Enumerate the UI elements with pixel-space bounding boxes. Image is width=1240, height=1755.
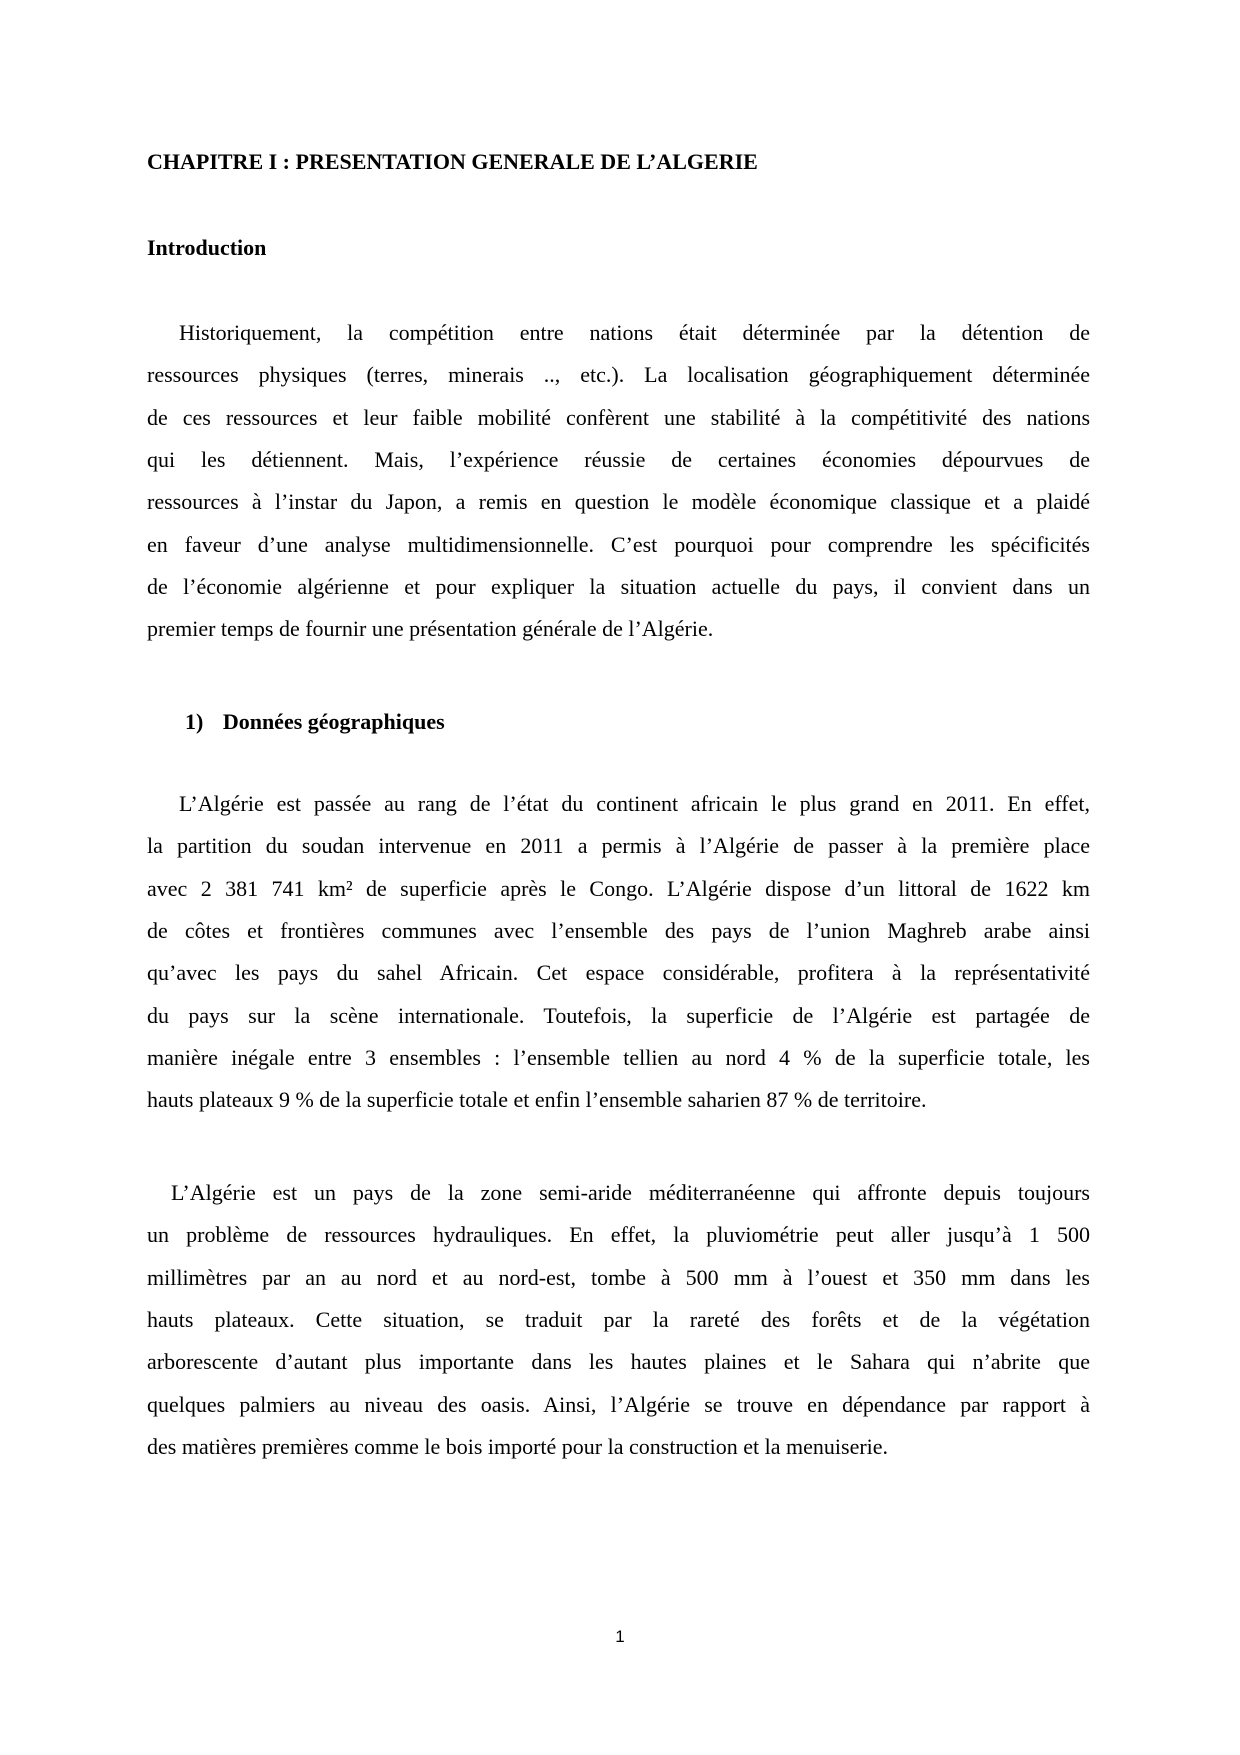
text-line: ressources à l’instar du Japon, a remis en question le modèle économique classique et a plaidé	[147, 489, 1090, 515]
text-line: de l’économie algérienne et pour expliquer la situation actuelle du pays, il convient dans un	[147, 573, 1090, 599]
chapter-title: CHAPITRE I : PRESENTATION GENERALE DE L’ALGERIE	[147, 149, 758, 174]
text-line: quelques palmiers au niveau des oasis. Ainsi, l’Algérie se trouve en dépendance par rapport à	[147, 1391, 1090, 1417]
text-line: manière inégale entre 3 ensembles : l’ensemble tellien au nord 4 % de la superficie totale, les	[147, 1044, 1090, 1070]
text-line: du pays sur la scène internationale. Toutefois, la superficie de l’Algérie est partagée de	[147, 1002, 1090, 1028]
text-line: en faveur d’une analyse multidimensionnelle. C’est pourquoi pour comprendre les spécificités	[147, 531, 1090, 557]
text-line: des matières premières comme le bois importé pour la construction et la menuiserie.	[147, 1433, 889, 1459]
text-line: la partition du soudan intervenue en 2011 a permis à l’Algérie de passer à la première place	[147, 833, 1090, 859]
text-line: avec 2 381 741 km² de superficie après le Congo. L’Algérie dispose d’un littoral de 1622 km	[147, 875, 1090, 901]
section-heading-geography	[185, 709, 445, 735]
text-line: premier temps de fournir une présentation générale de l’Algérie.	[147, 616, 714, 642]
intro-heading: Introduction	[147, 235, 267, 260]
text-line: L’Algérie est un pays de la zone semi-aride méditerranéenne qui affronte depuis toujours	[171, 1180, 1090, 1205]
text-line: qui les détiennent. Mais, l’expérience réussie de certaines économies dépourvues de	[147, 446, 1090, 472]
text-line: de ces ressources et leur faible mobilité confèrent une stabilité à la compétitivité des nations	[147, 404, 1090, 430]
section-title: Données géographiques	[222, 709, 445, 734]
text-line: un problème de ressources hydrauliques. En effet, la pluviométrie peut aller jusqu’à 1 500	[147, 1222, 1090, 1248]
text-line: ressources physiques (terres, minerais .., etc.). La localisation géographiquement déterminée	[147, 362, 1090, 388]
section-number: 1)	[185, 709, 204, 734]
text-line: arborescente d’autant plus importante dans les hautes plaines et le Sahara qui n’abrite que	[147, 1349, 1090, 1375]
text-line: hauts plateaux. Cette situation, se traduit par la rareté des forêts et de la végétation	[147, 1306, 1090, 1332]
text-line: millimètres par an au nord et au nord-est, tombe à 500 mm à l’ouest et 350 mm dans les	[147, 1264, 1090, 1290]
page-number: 1	[615, 1627, 625, 1646]
text-line: L’Algérie est passée au rang de l’état du continent africain le plus grand en 2011. En effet,	[179, 791, 1090, 816]
text-line: hauts plateaux 9 % de la superficie totale et enfin l’ensemble saharien 87 % de territoire.	[147, 1087, 927, 1113]
text-line: qu’avec les pays du sahel Africain. Cet espace considérable, profitera à la représentativité	[147, 960, 1090, 986]
text-line: de côtes et frontières communes avec l’ensemble des pays de l’union Maghreb arabe ainsi	[147, 917, 1090, 943]
text-line: Historiquement, la compétition entre nations était déterminée par la détention de	[179, 320, 1090, 345]
